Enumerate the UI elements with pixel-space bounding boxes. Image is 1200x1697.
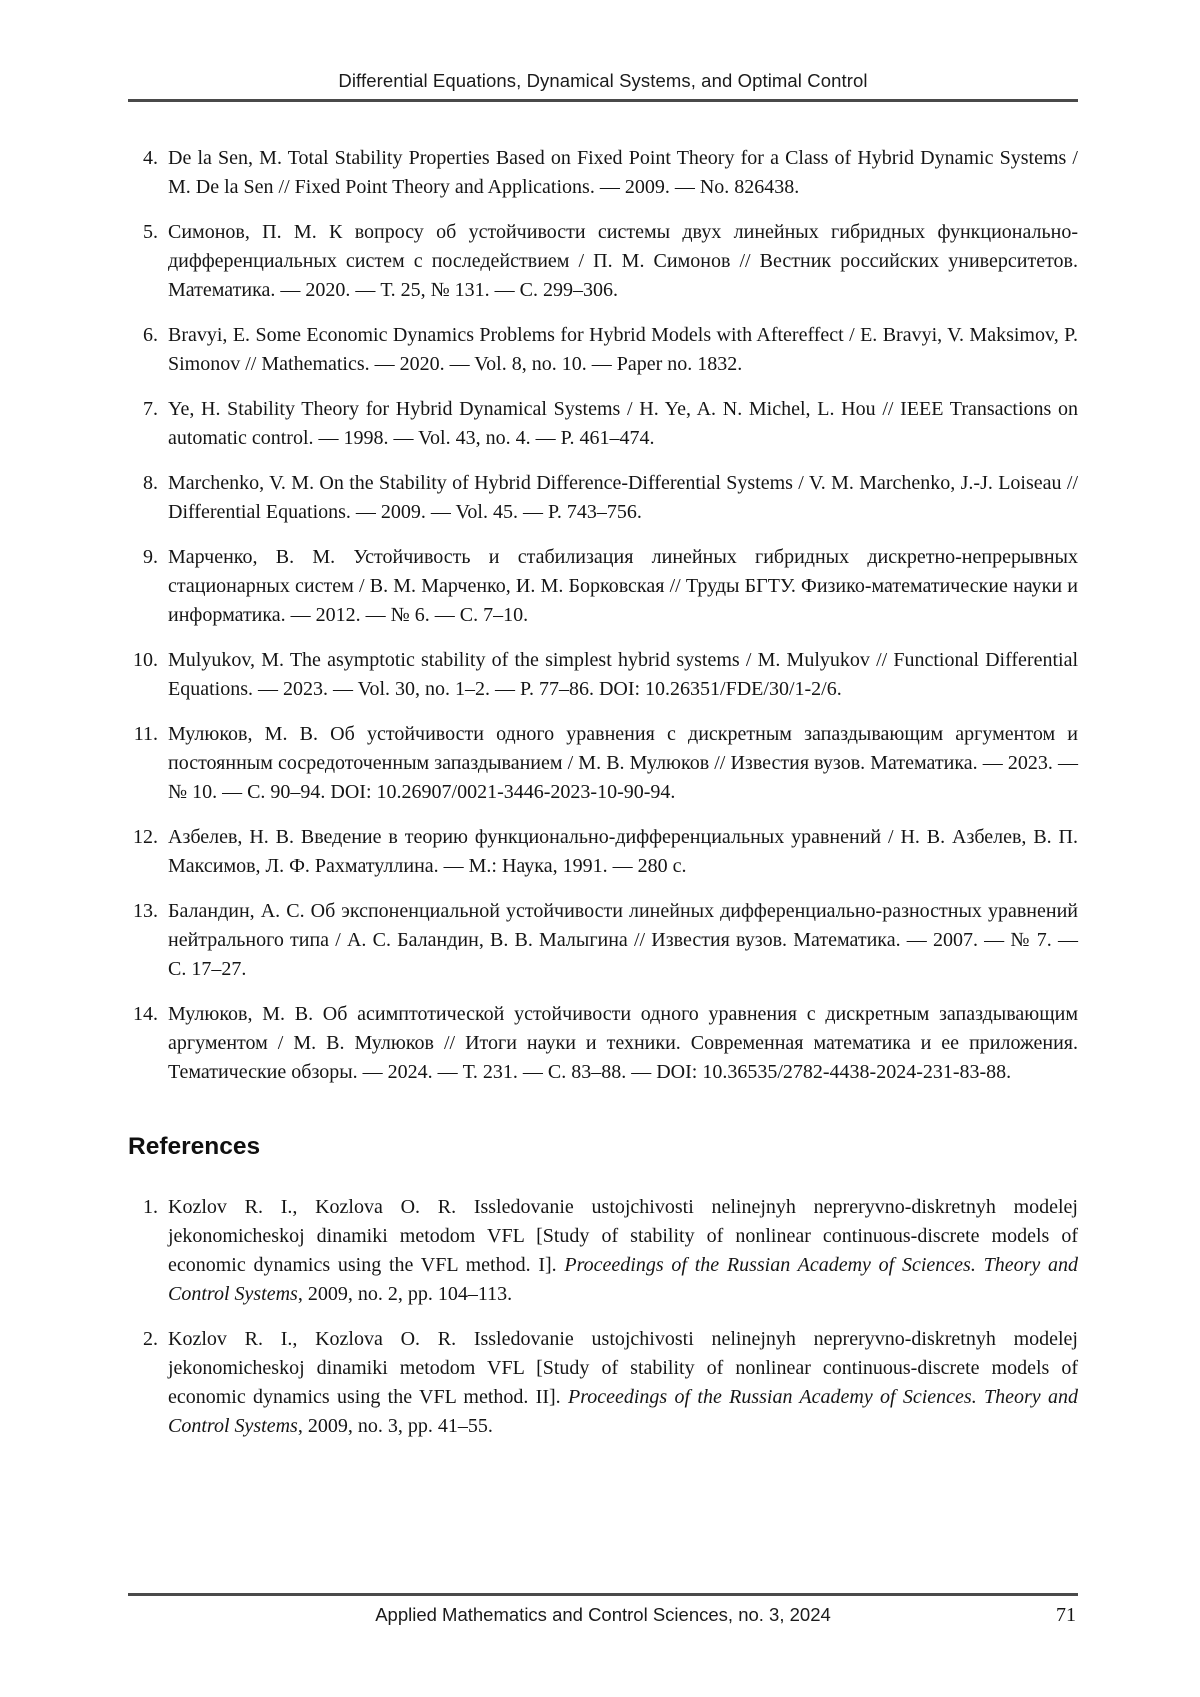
reference-text: Симонов, П. М. К вопросу об устойчивости системы двух линейных гибридных функционально-дифференциальных систем с последействием / П. М. Симонов // Вестник российских университетов. Математика. — 2020. — Т. 25, № 131. — С. 299–306. [168,220,1078,301]
references-heading: References [128,1132,261,1160]
reference-journal-title: Proceedings of the Russian Academy of Sciences. Theory and Control Systems [168,1253,1078,1305]
footer-rule [128,1593,1078,1596]
reference-text: Mulyukov, M. The asymptotic stability of the simplest hybrid systems / M. Mulyukov // Functional Differential Equations. — 2023. — Vol. 30, no. 1–2. — P. 77–86. DOI: 10.26351/FDE/30/1-2/6. [168,648,1078,700]
reference-text-plain: Kozlov R. I., Kozlova O. R. Issledovanie ustojchivosti nelinejnyh nepreryvno-diskretnyh modelej jekonomicheskoj dinamiki metodom VFL [Study of stability of nonlinear continuous-discrete models of economic dynamics using the VFL method. I]. [168,1195,1078,1276]
reference-text: Bravyi, E. Some Economic Dynamics Problems for Hybrid Models with Aftereffect / E. Bravyi, V. Maksimov, P. Simonov // Mathematics. — 2020. — Vol. 8, no. 10. — Paper no. 1832. [168,323,1078,375]
reference-text-plain: , 2009, no. 2, pp. 104–113. [297,1282,513,1305]
reference-number: 10. [133,648,158,671]
reference-item [128,897,1078,984]
reference-text: Marchenko, V. M. On the Stability of Hybrid Difference-Differential Systems / V. M. Marchenko, J.-J. Loiseau // Differential Equations. — 2009. — Vol. 45. — P. 743–756. [168,471,1078,523]
reference-item [128,321,1078,379]
reference-text: Ye, H. Stability Theory for Hybrid Dynamical Systems / H. Ye, A. N. Michel, L. Hou // IEEE Transactions on automatic control. — 1998. — Vol. 43, no. 4. — P. 461–474. [168,397,1078,449]
reference-item [128,395,1078,453]
references-list [128,1193,1078,1441]
reference-number: 4. [143,146,158,169]
reference-item [128,1000,1078,1087]
reference-item [128,469,1078,527]
reference-text [168,1193,1078,1309]
reference-text: Азбелев, Н. В. Введение в теорию функционально-дифференциальных уравнений / Н. В. Азбелев, В. П. Максимов, Л. Ф. Рахматуллина. — М.: Наука, 1991. — 280 с. [168,825,1078,877]
reference-number: 1. [143,1195,158,1218]
reference-text [168,1325,1078,1441]
bibliography-list [128,144,1078,1087]
reference-number: 6. [143,323,158,346]
reference-number: 9. [143,545,158,568]
reference-text: Мулюков, М. В. Об устойчивости одного уравнения с дискретным запаздывающим аргументом и постоянным сосредоточенным запаздыванием / М. В. Мулюков // Известия вузов. Математика. — 2023. — № 10. — С. 90–94. DOI: 10.26907/0021-3446-2023-10-90-94. [168,722,1078,803]
reference-item [128,823,1078,881]
reference-number: 13. [133,899,158,922]
reference-number: 11. [133,722,158,745]
header-rule [128,99,1078,102]
reference-number: 8. [143,471,158,494]
reference-number: 12. [133,825,158,848]
reference-item [128,646,1078,704]
reference-item [128,1325,1078,1441]
reference-item [128,720,1078,807]
page-footer [128,1586,1078,1626]
reference-text: Мулюков, М. В. Об асимптотической устойчивости одного уравнения с дискретным запаздывающим аргументом / М. В. Мулюков // Итоги науки и техники. Современная математика и ее приложения. Тематические обзоры. — 2024. — Т. 231. — С. 83–88. — DOI: 10.36535/2782-4438-2024-231-83-88. [168,1002,1078,1083]
reference-text: De la Sen, M. Total Stability Properties Based on Fixed Point Theory for a Class of Hybrid Dynamic Systems / M. De la Sen // Fixed Point Theory and Applications. — 2009. — No. 826438. [168,146,1078,198]
reference-number: 5. [143,220,158,243]
reference-number: 7. [143,397,158,420]
reference-journal-title: Proceedings of the Russian Academy of Sciences. Theory and Control Systems [168,1385,1078,1437]
reference-item [128,218,1078,305]
page-header [128,0,1078,102]
footer-journal-line: Applied Mathematics and Control Sciences, no. 3, 2024 [375,1603,831,1625]
running-head-title: Differential Equations, Dynamical Systems, and Optimal Control [338,70,868,91]
reference-item [128,543,1078,630]
page-body [128,144,1078,1441]
reference-number: 2. [143,1327,158,1350]
reference-text-plain: , 2009, no. 3, pp. 41–55. [297,1414,493,1437]
reference-text-plain: Kozlov R. I., Kozlova O. R. Issledovanie ustojchivosti nelinejnyh nepreryvno-diskretnyh modelej jekonomicheskoj dinamiki metodom VFL [Study of stability of nonlinear continuous-discrete models of economic dynamics using the VFL method. II]. [168,1327,1078,1408]
reference-item [128,144,1078,202]
reference-text: Баландин, А. С. Об экспоненциальной устойчивости линейных дифференциально-разностных уравнений нейтрального типа / А. С. Баландин, В. В. Малыгина // Известия вузов. Математика. — 2007. — № 7. — С. 17–27. [168,899,1078,980]
reference-text: Марченко, В. М. Устойчивость и стабилизация линейных гибридных дискретно-непрерывных стационарных систем / В. М. Марченко, И. М. Борковская // Труды БГТУ. Физико-математические науки и информатика. — 2012. — № 6. — С. 7–10. [168,545,1078,626]
reference-item [128,1193,1078,1309]
reference-number: 14. [133,1002,158,1025]
page-number: 71 [1056,1603,1076,1626]
